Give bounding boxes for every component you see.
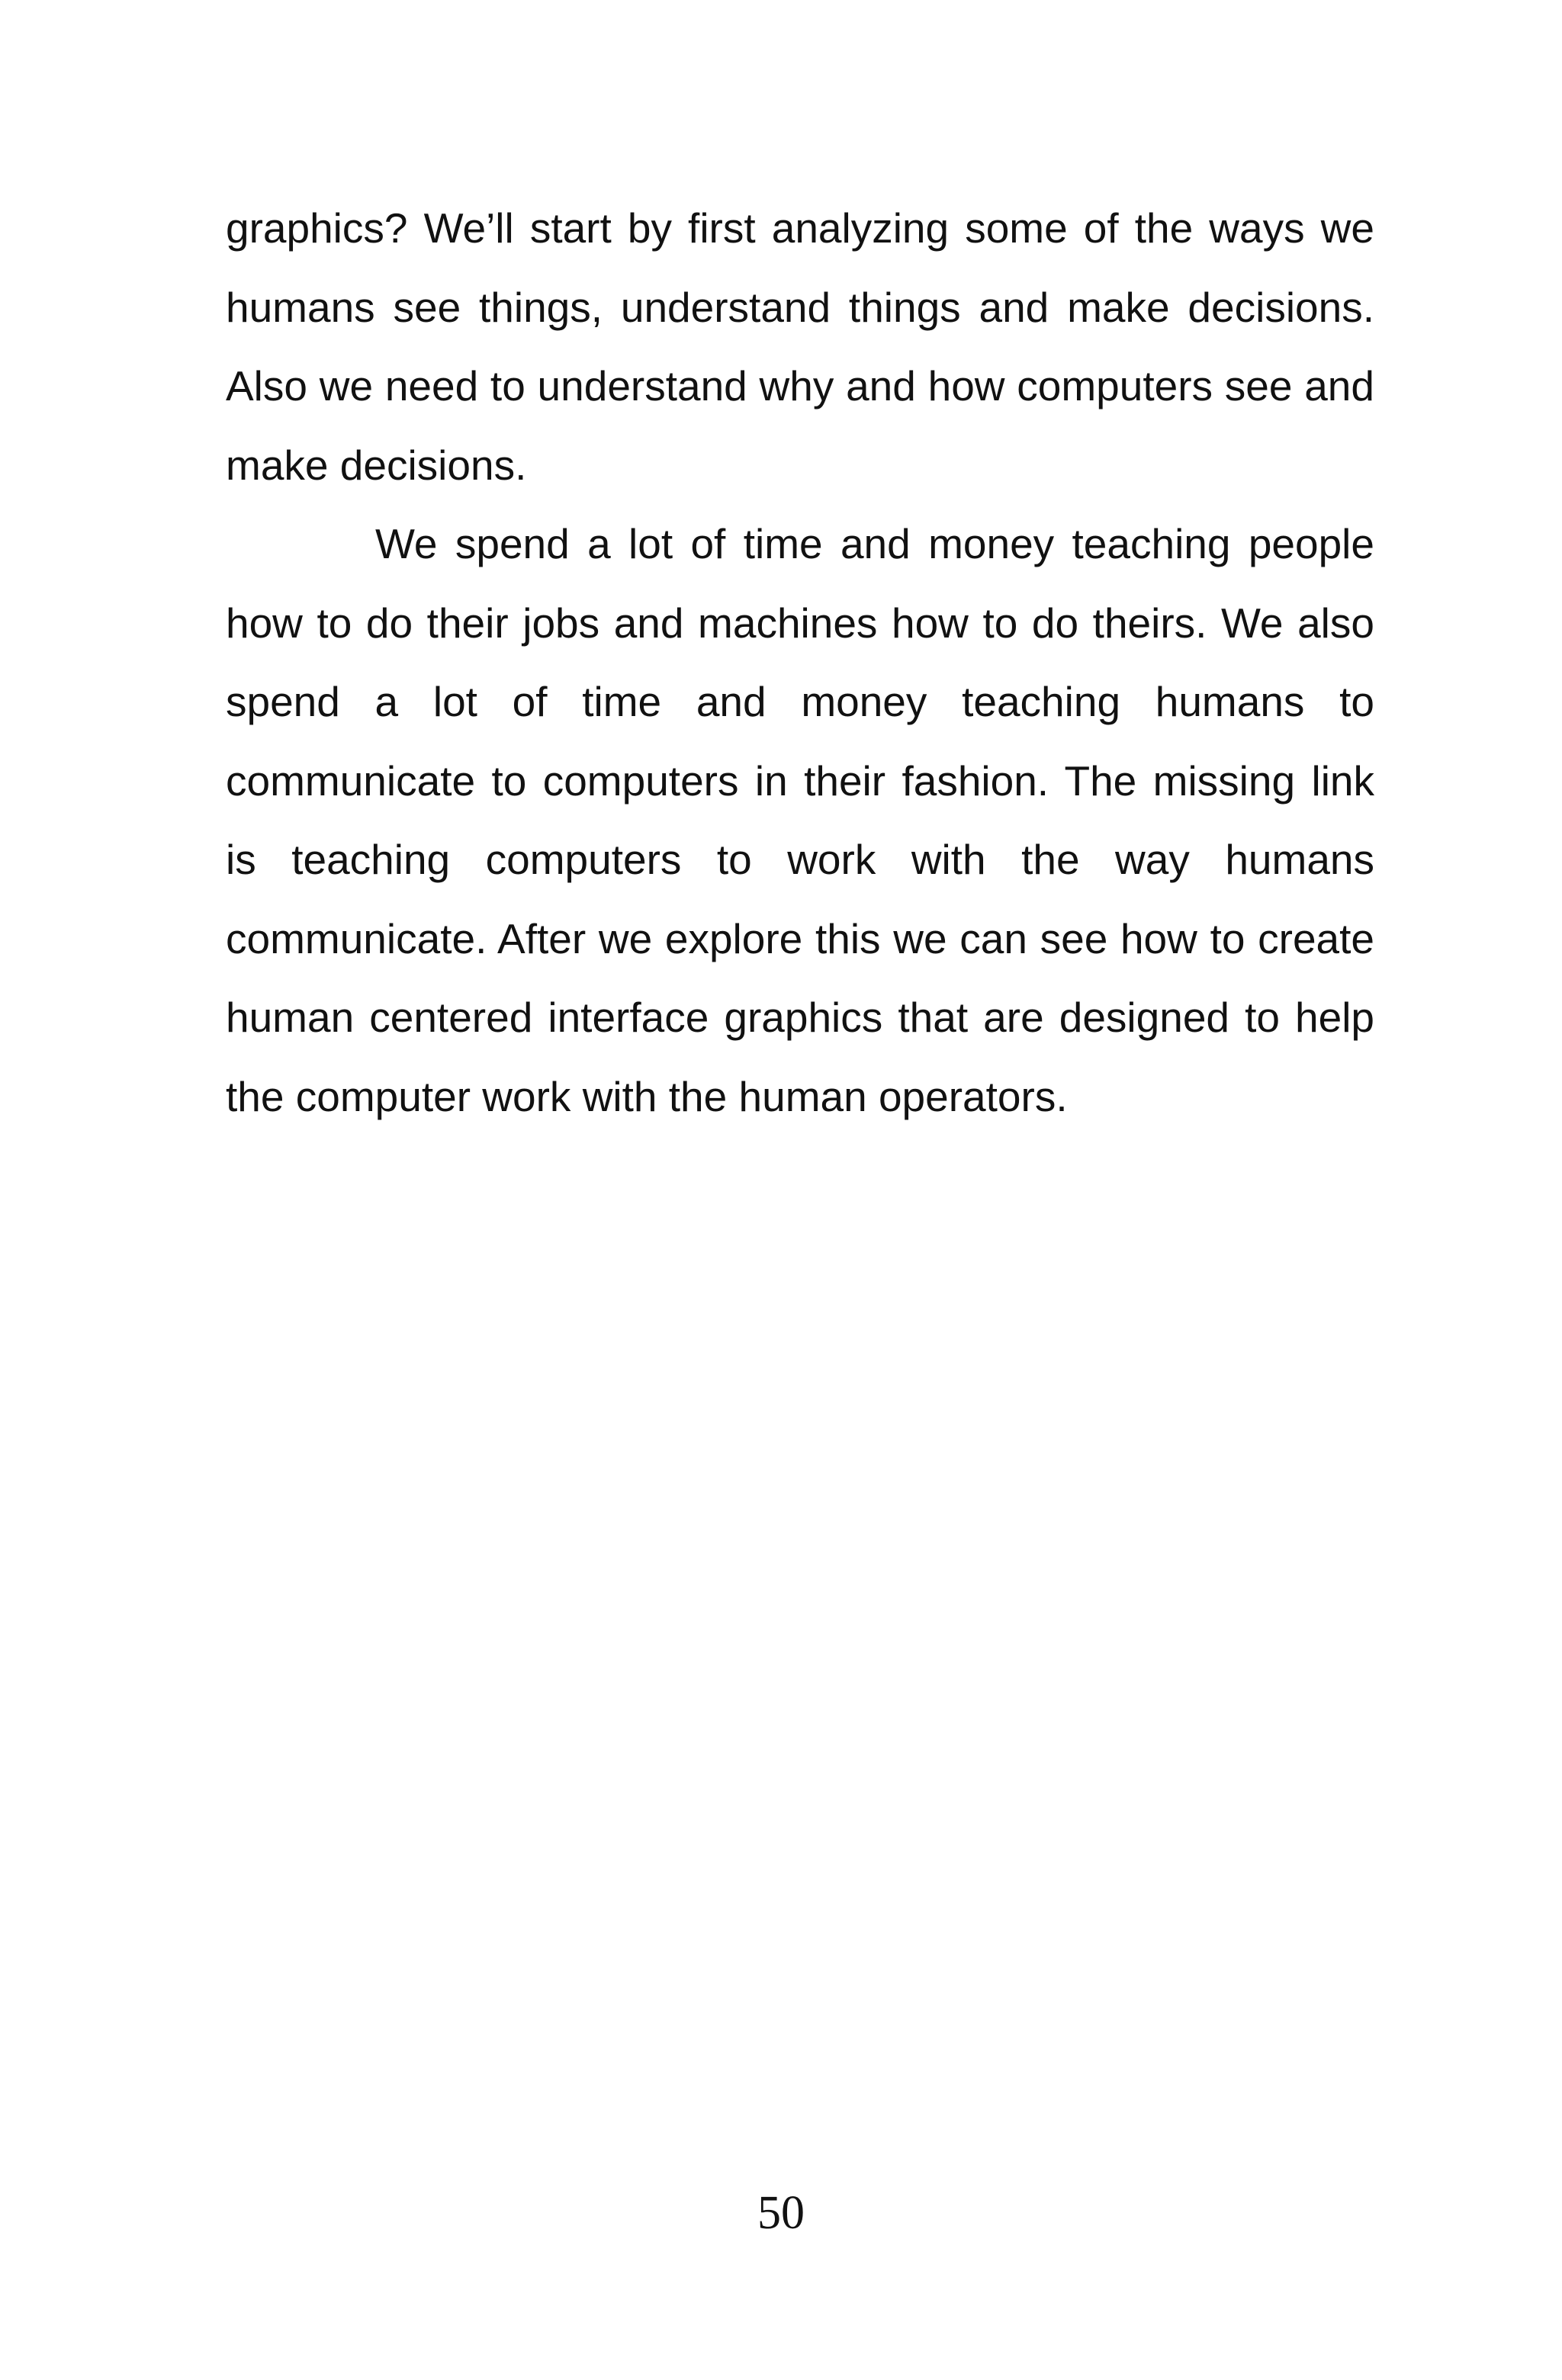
paragraph-continued: graphics? We’ll start by first analyzing some of the ways we humans see things, understand things and make decisions. Also we need to understand why and how computers see and make decisions.: [226, 204, 1374, 489]
page-number: 50: [757, 2187, 805, 2239]
paragraph-indented: We spend a lot of time and money teaching people how to do their jobs and machines how to do theirs. We also spend a lot of time and money teaching humans to communicate to computers in their fashion. The missing link is teaching computers to work with the way humans communicate. After we explore this we can see how to create human centered interface graphics that are designed to help the computer work with the human operators.: [226, 520, 1374, 1120]
body-text: [226, 189, 1374, 1136]
